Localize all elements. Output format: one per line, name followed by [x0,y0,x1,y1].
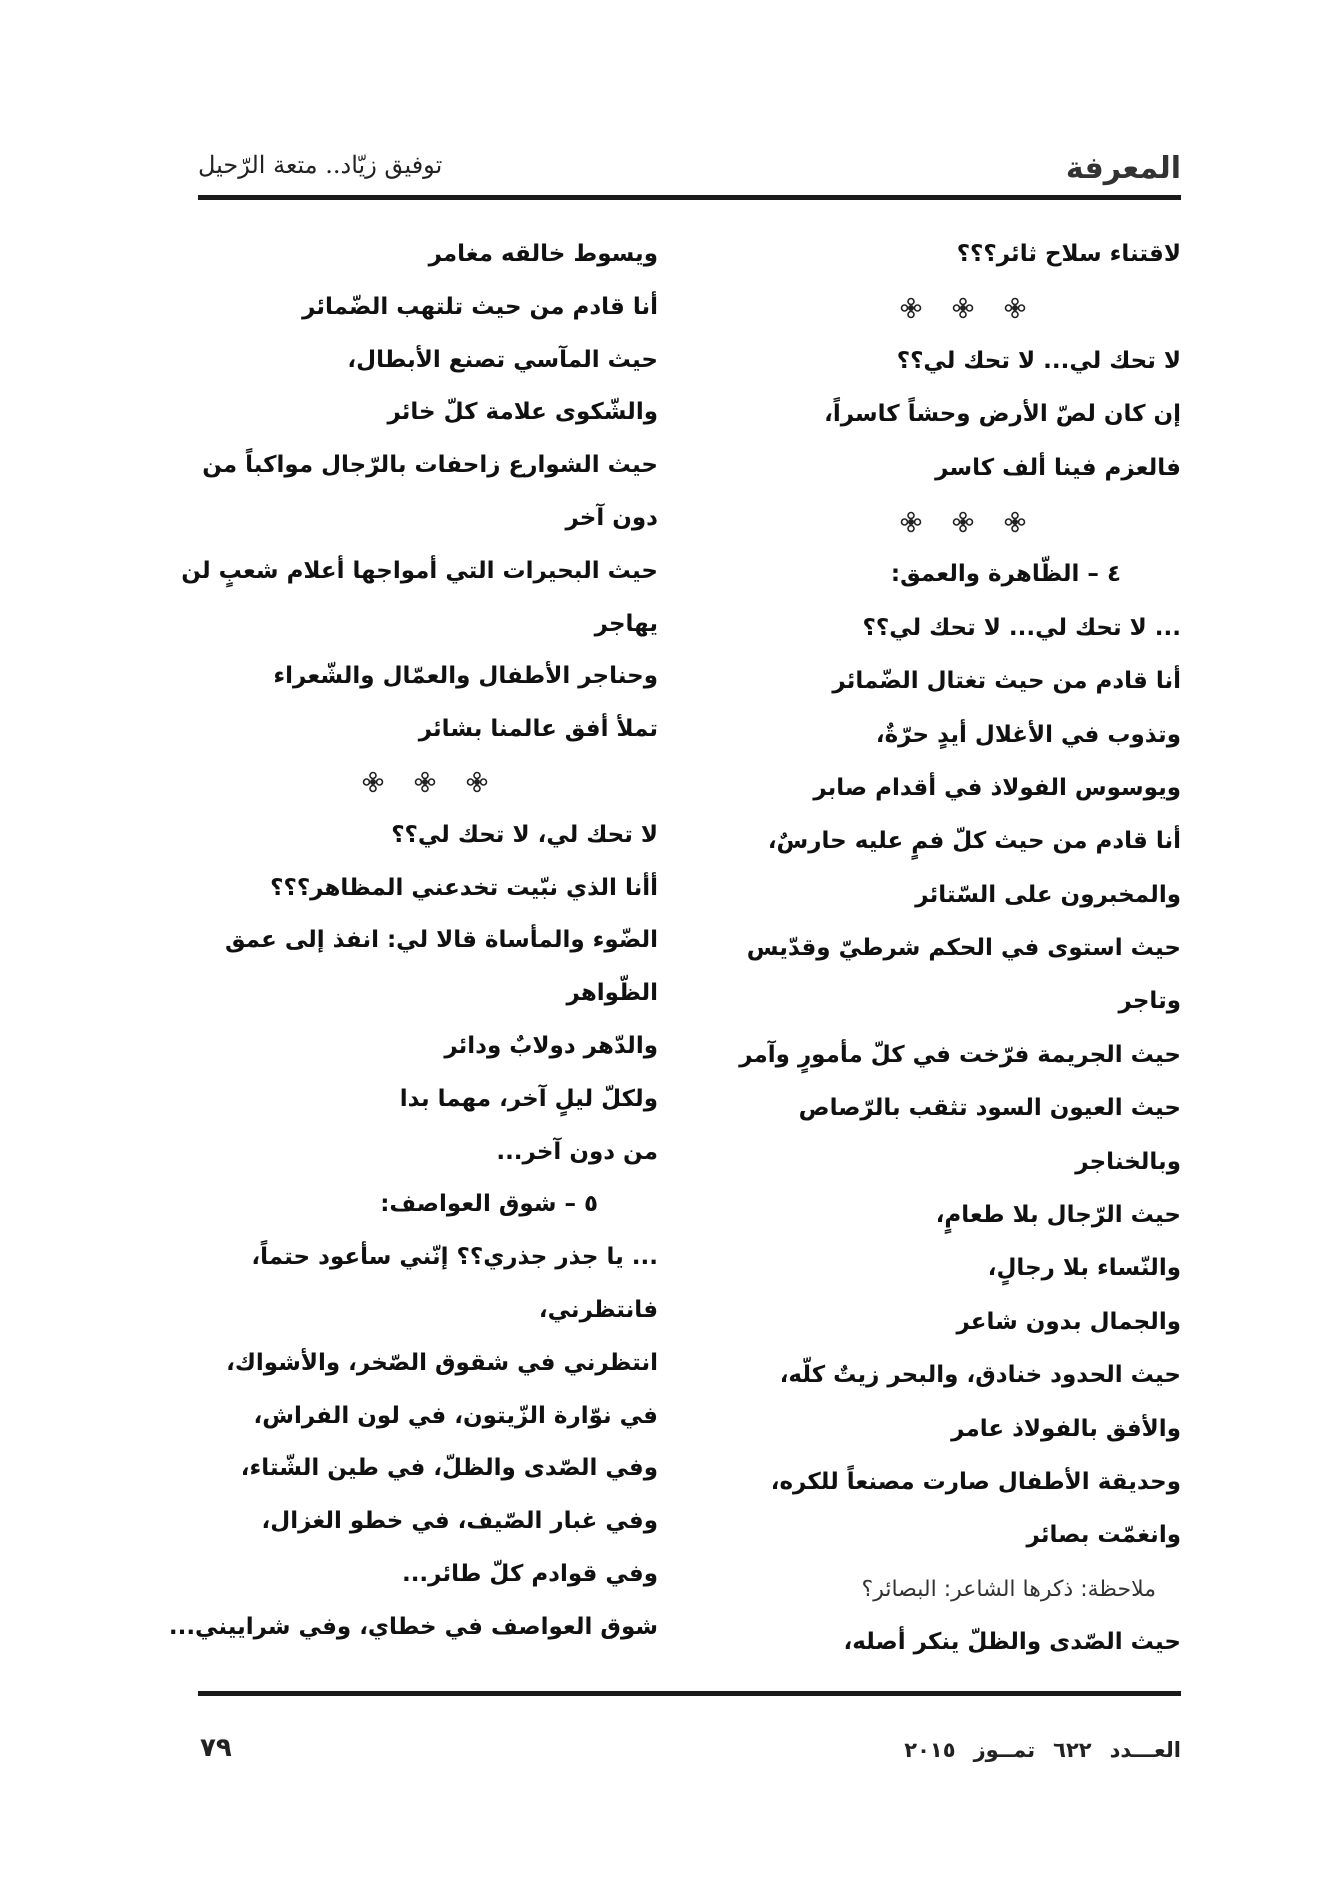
header-rule [198,195,1181,200]
footer-rule [198,1691,1181,1696]
poem-line: ويوسوس الفولاذ في أقدام صابر [813,774,1181,801]
poem-line: ويسوط خالقه مغامر [428,241,658,267]
issue-label: العـــدد [1109,1738,1181,1762]
poem-line: وفي غبار الصّيف، في خطو الغزال، [261,1508,658,1535]
poem-line: انتظرني في شقوق الصّخر، والأشواك، [226,1349,658,1376]
page-number: ٧٩ [200,1733,232,1763]
issue-month: تمــوز [973,1738,1036,1762]
poem-line: حيث الصّدى والظلّ ينكر أصله، [843,1629,1181,1656]
poem-line: فانتظرني، [538,1296,658,1323]
poem-line: أنا قادم من حيث تغتال الضّمائر [832,668,1181,695]
poem-line: إن كان لصّ الأرض وحشاً كاسراً، [824,401,1181,428]
poem-line: يهاجر [594,610,658,637]
flower-ornament-icon [362,771,384,793]
poem-line: وفي الصّدى والظلّ، في طين الشّتاء، [240,1455,658,1482]
poem-line: أنا قادم من حيث كلّ فمٍ عليه حارسٌ، [767,828,1181,855]
poem-line: والأفق بالفولاذ عامر [951,1415,1181,1442]
flower-ornament-icon [414,771,436,793]
poem-line: حيث استوى في الحكم شرطيّ وقدّيس [746,935,1181,962]
flower-ornament-icon [1004,511,1026,533]
poem-line: والجمال بدون شاعر [956,1308,1181,1335]
flower-ornament-icon [952,297,974,319]
poem-line: حيث الحدود خنادق، والبحر زيتٌ كلّه، [779,1362,1181,1389]
issue-info [886,1738,1181,1762]
editor-note: ملاحظة: ذكرها الشاعر: البصائر؟ [861,1576,1156,1602]
flower-ornament-icon [1004,297,1026,319]
poem-line: حيث العيون السود تثقب بالرّصاص [798,1095,1181,1122]
section-divider [168,756,658,809]
magazine-logo: المعرفة [1065,151,1181,186]
poem-line: والنّساء بلا رجالٍ، [987,1255,1181,1282]
poem-line: وبالخناجر [1075,1148,1181,1175]
poem-line: دون آخر [565,504,658,531]
poem-line: ولكلّ ليلٍ آخر، مهما بدا [399,1085,658,1112]
poem-line: والدّهر دولابٌ ودائر [444,1032,658,1059]
flower-ornament-icon [900,511,922,533]
poem-line: ... يا جذر جذري؟؟ إنّني سأعود حتماً، [251,1244,658,1271]
poem-line: حيث الشوارع زاحفات بالرّجال مواكباً من [202,452,658,479]
section-divider [741,281,1181,334]
flower-ornament-icon [466,771,488,793]
running-title: توفيق زيّاد.. متعة الرّحيل [198,151,443,179]
poem-line: ... لا تحك لي... لا تحك لي؟؟ [862,614,1181,641]
left-column [168,228,658,1654]
section-heading: ٥ – شوق العواصف: [380,1191,598,1218]
flower-ornament-icon [952,511,974,533]
poem-line: أأنا الذي نبّيت تخدعني المظاهر؟؟؟ [270,874,658,901]
poem-line: لا تحك لي... لا تحك لي؟؟ [896,347,1181,374]
poem-line: وحناجر الأطفال والعمّال والشّعراء [273,663,658,690]
poem-line: وحديقة الأطفال صارت مصنعاً للكره، [770,1468,1181,1495]
flower-ornament-icon [900,297,922,319]
poem-line: أنا قادم من حيث تلتهب الضّمائر [302,293,658,320]
poem-line: تملأ أفق عالمنا بشائر [418,716,658,743]
poem-line: حيث البحيرات التي أمواجها أعلام شعبٍ لن [181,557,658,584]
poem-line: لاقتناء سلاح ثائر؟؟؟ [956,241,1181,267]
poem-line: شوق العواصف في خطاي، وفي شراييني... [168,1613,658,1640]
poem-line: حيث الرّجال بلا طعامٍ، [935,1202,1181,1229]
poem-line: في نوّارة الزّيتون، في لون الفراش، [253,1402,658,1429]
poem-line: وتاجر [1118,988,1181,1015]
section-divider [741,495,1181,548]
poem-line: فالعزم فينا ألف كاسر [935,454,1181,481]
poem-line: والشّكوى علامة كلّ خائر [387,399,658,426]
poem-line: حيث الجريمة فرّخت في كلّ مأمورٍ وآمر [739,1041,1181,1068]
right-column [741,228,1181,1670]
poem-line: وفي قوادم كلّ طائر... [401,1560,658,1587]
poem-line: والمخبرون على السّتائر [915,881,1181,908]
poem-line: حيث المآسي تصنع الأبطال، [347,346,658,373]
poem-line: من دون آخر... [496,1138,658,1165]
poem-line: وانغمّت بصائر [1026,1522,1181,1549]
section-heading: ٤ – الظّاهرة والعمق: [890,561,1121,588]
poem-line: لا تحك لي، لا تحك لي؟؟ [391,821,658,848]
issue-number: ٦٢٢ [1053,1738,1092,1762]
poem-line: الضّوء والمأساة قالا لي: انفذ إلى عمق [224,927,658,954]
poem-line: الظّواهر [566,980,658,1007]
issue-year: ٢٠١٥ [904,1738,956,1762]
poem-line: وتذوب في الأغلال أيدٍ حرّةٌ، [875,721,1181,748]
